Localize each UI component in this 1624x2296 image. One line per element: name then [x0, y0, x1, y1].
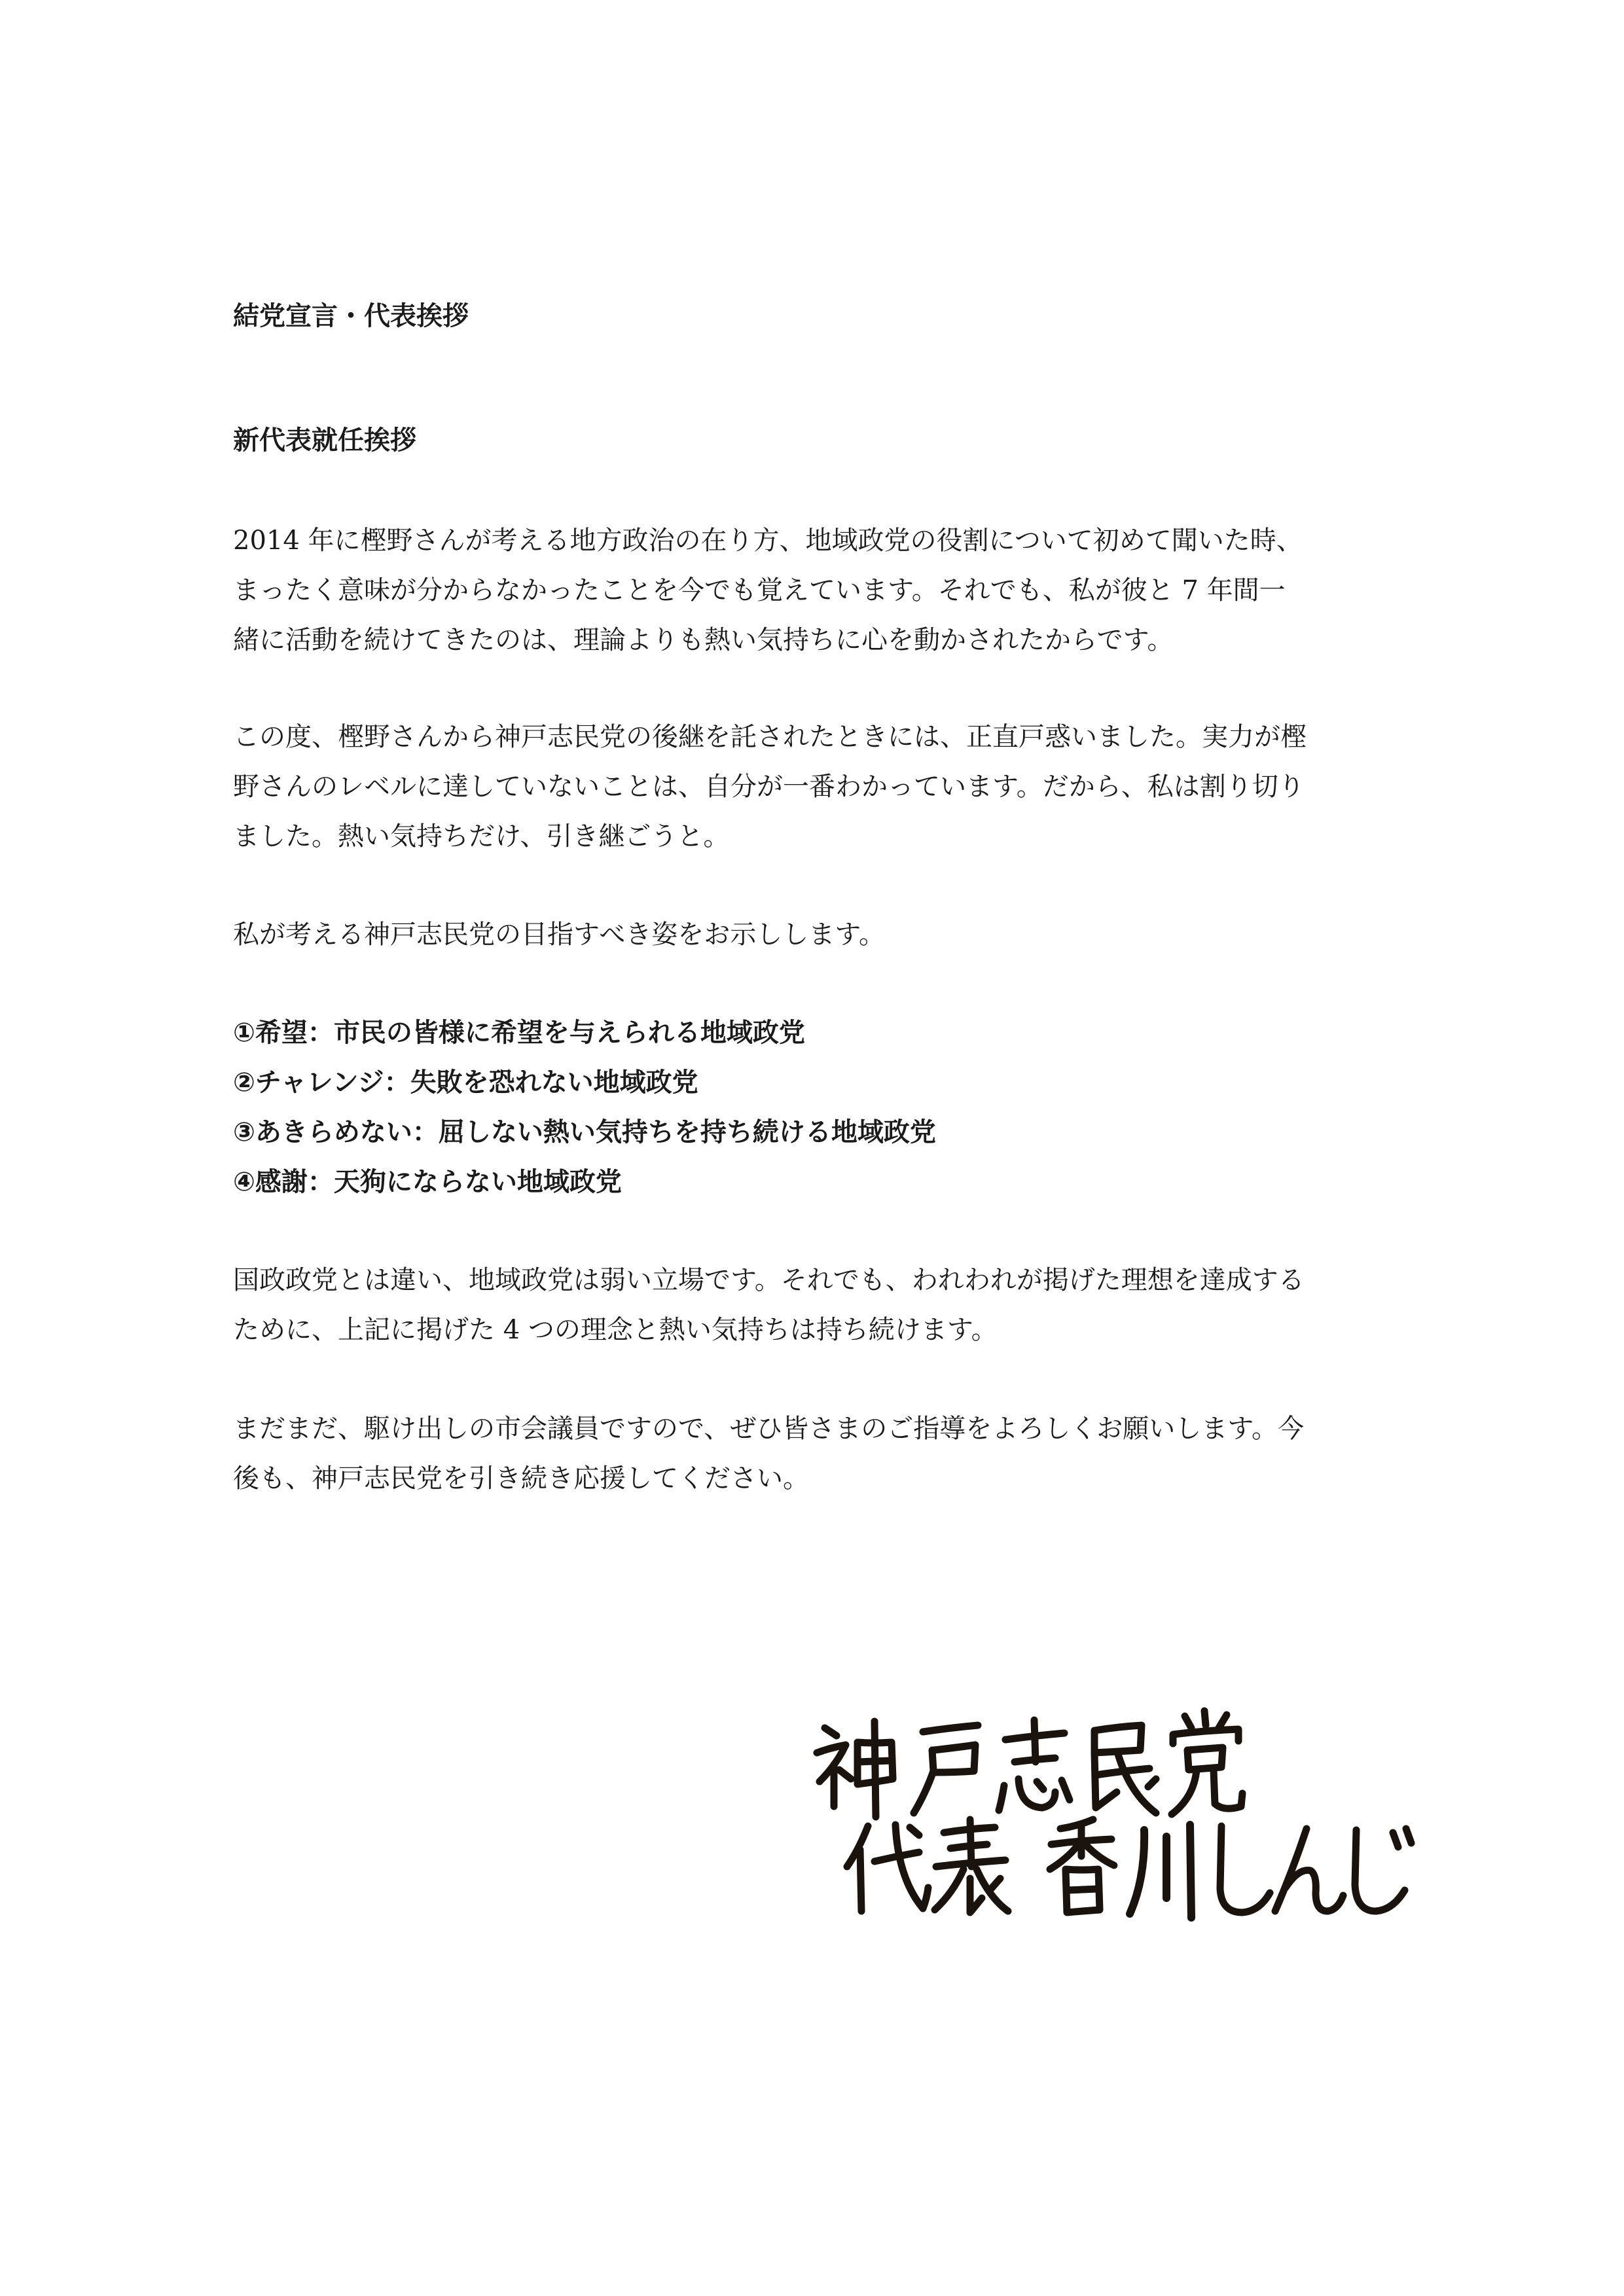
principle-item: ①希望：市民の皆様に希望を与えられる地域政党 — [233, 1018, 805, 1048]
paragraph-line: 2014 年に樫野さんが考える地方政治の在り方、地域政党の役割について初めて聞いた時、 — [233, 526, 1303, 556]
principles-list — [233, 1008, 936, 1207]
handwritten-signature — [805, 1702, 1434, 1924]
paragraph-line: 国政政党とは違い、地域政党は弱い立場です。それでも、われわれが掲げた理想を達成する — [233, 1265, 1305, 1295]
principle-item: ③あきらめない：屈しない熱い気持ちを持ち続ける地域政党 — [233, 1117, 936, 1147]
paragraph-3 — [233, 910, 1411, 960]
paragraph-line: この度、樫野さんから神戸志民党の後継を託されたときには、正直戸惑いました。実力が樫 — [233, 722, 1307, 752]
paragraph-line: まだまだ、駆け出しの市会議員ですので、ぜひ皆さまのご指導をよろしくお願いします。今 — [233, 1414, 1304, 1444]
paragraph-line: 後も、神戸志民党を引き続き応援してください。 — [233, 1463, 809, 1494]
paragraph-line: まったく意味が分からなかったことを今でも覚えています。それでも、私が彼と 7 年間一 — [233, 575, 1286, 605]
document-title: 結党宣言・代表挨拶 — [233, 301, 469, 331]
paragraph-line: ました。熱い気持ちだけ、引き継ごうと。 — [233, 821, 730, 852]
principle-item: ②チャレンジ：失敗を恐れない地域政党 — [233, 1067, 698, 1098]
principle-item: ④感謝：天狗にならない地域政党 — [233, 1167, 622, 1197]
paragraph-line: 緒に活動を続けてきたのは、理論よりも熱い気持ちに心を動かされたからです。 — [233, 625, 1174, 655]
paragraph-1 — [233, 516, 1411, 665]
paragraph-line: 野さんのレベルに達していないことは、自分が一番わかっています。だから、私は割り切り — [233, 772, 1305, 802]
paragraph-line: ために、上記に掲げた 4 つの理念と熱い気持ちは持ち続けます。 — [233, 1315, 998, 1345]
signature-image — [805, 1702, 1434, 1924]
document-subtitle: 新代表就任挨拶 — [233, 425, 416, 456]
paragraph-line: 私が考える神戸志民党の目指すべき姿をお示しします。 — [233, 920, 885, 950]
paragraph-2 — [233, 712, 1411, 861]
paragraph-4 — [233, 1255, 1411, 1355]
paragraph-5 — [233, 1404, 1411, 1503]
